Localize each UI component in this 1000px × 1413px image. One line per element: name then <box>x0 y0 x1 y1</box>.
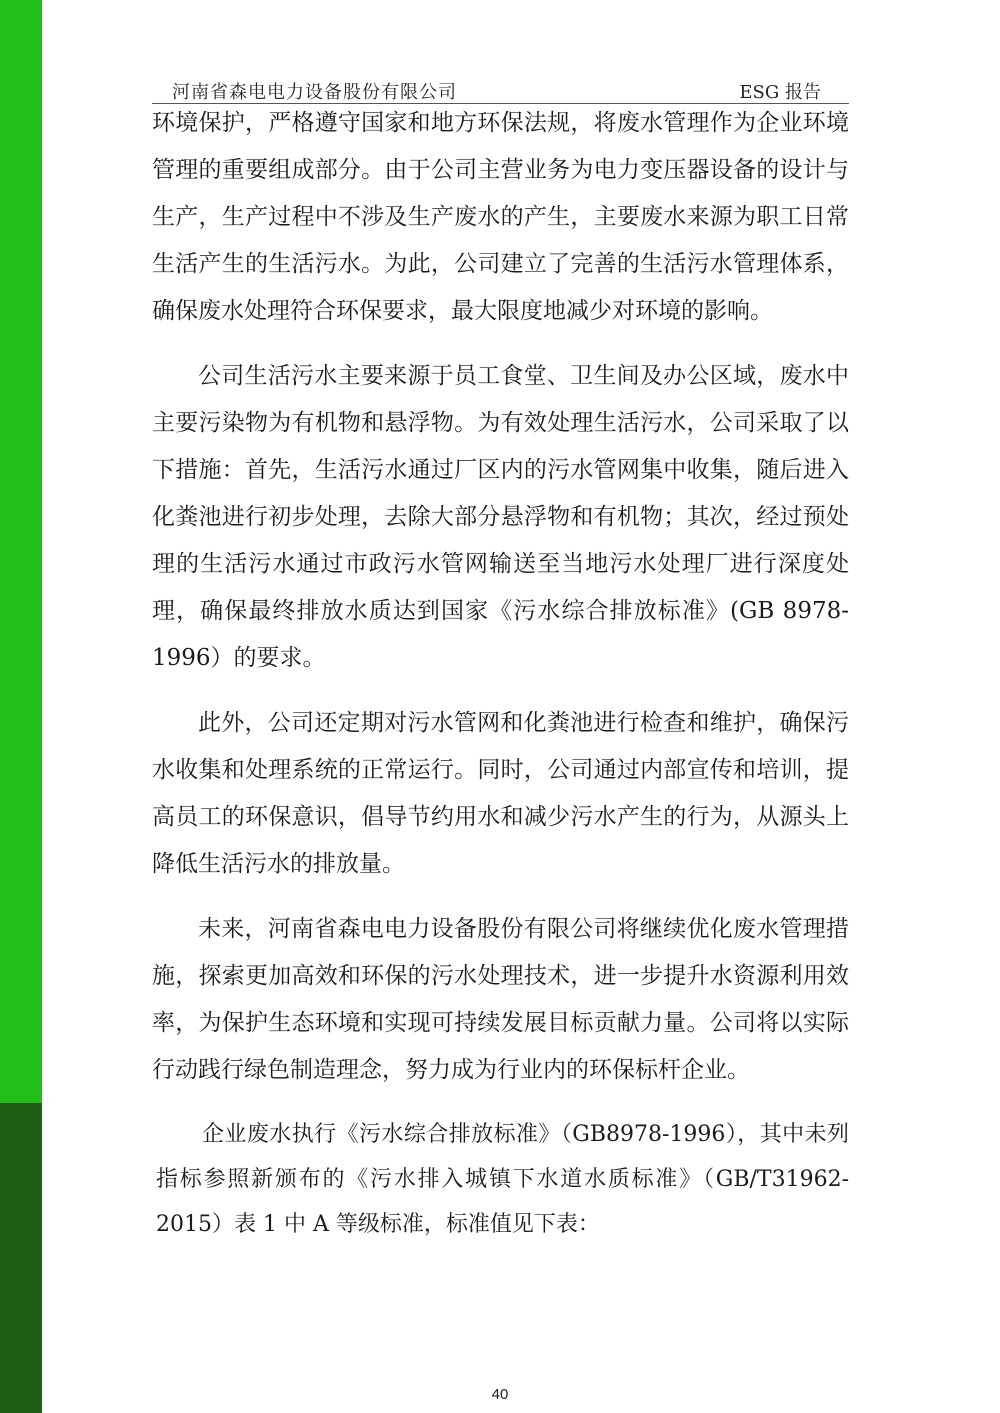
paragraph-sewage-treatment: 公司生活污水主要来源于员工食堂、卫生间及办公区域，废水中主要污染物为有机物和悬浮物。为有效处理生活污水，公司采取了以下措施：首先，生活污水通过厂区内的污水管网集中收集，随后进入化粪池进行初步处理，去除大部分悬浮物和有机物；其次，经过预处理的生活污水通过市政污水管网输送至当地污水处理厂进行深度处理，确保最终排放水质达到国家《污水综合排放标准》(GB 8978-1996）的要求。 <box>152 363 849 671</box>
paragraph-maintenance: 此外，公司还定期对污水管网和化粪池进行检查和维护，确保污水收集和处理系统的正常运行。同时，公司通过内部宣传和培训，提高员工的环保意识，倡导节约用水和减少污水产生的行为，从源头上降低生活污水的排放量。 <box>152 710 849 877</box>
green-sidebar <box>0 0 42 1103</box>
dark-green-sidebar <box>0 1103 42 1413</box>
page-number: 40 <box>491 1386 509 1403</box>
header-company-name: 河南省森电电力设备股份有限公司 <box>172 82 457 103</box>
paragraph-future: 未来，河南省森电电力设备股份有限公司将继续优化废水管理措施，探索更加高效和环保的污水处理技术，进一步提升水资源利用效率，为保护生态环境和实现可持续发展目标贡献力量。公司将以实际行动践行绿色制造理念，努力成为行业内的环保标杆企业。 <box>152 916 849 1083</box>
paragraph-standards: 企业废水执行《污水综合排放标准》（GB8978-1996），其中未列指标参照新颁布的《污水排入城镇下水道水质标准》（GB/T31962-2015）表 1 中 A 等级标准，标准值见下表： <box>156 1122 849 1237</box>
header-report-title: ESG 报告 <box>739 82 821 103</box>
paragraph-intro: 环境保护，严格遵守国家和地方环保法规，将废水管理作为企业环境管理的重要组成部分。由于公司主营业务为电力变压器设备的设计与生产，生产过程中不涉及生产废水的产生，主要废水来源为职工日常生活产生的生活污水。为此，公司建立了完善的生活污水管理体系，确保废水处理符合环保要求，最大限度地减少对环境的影响。 <box>152 110 849 324</box>
page-body <box>152 100 849 1247</box>
